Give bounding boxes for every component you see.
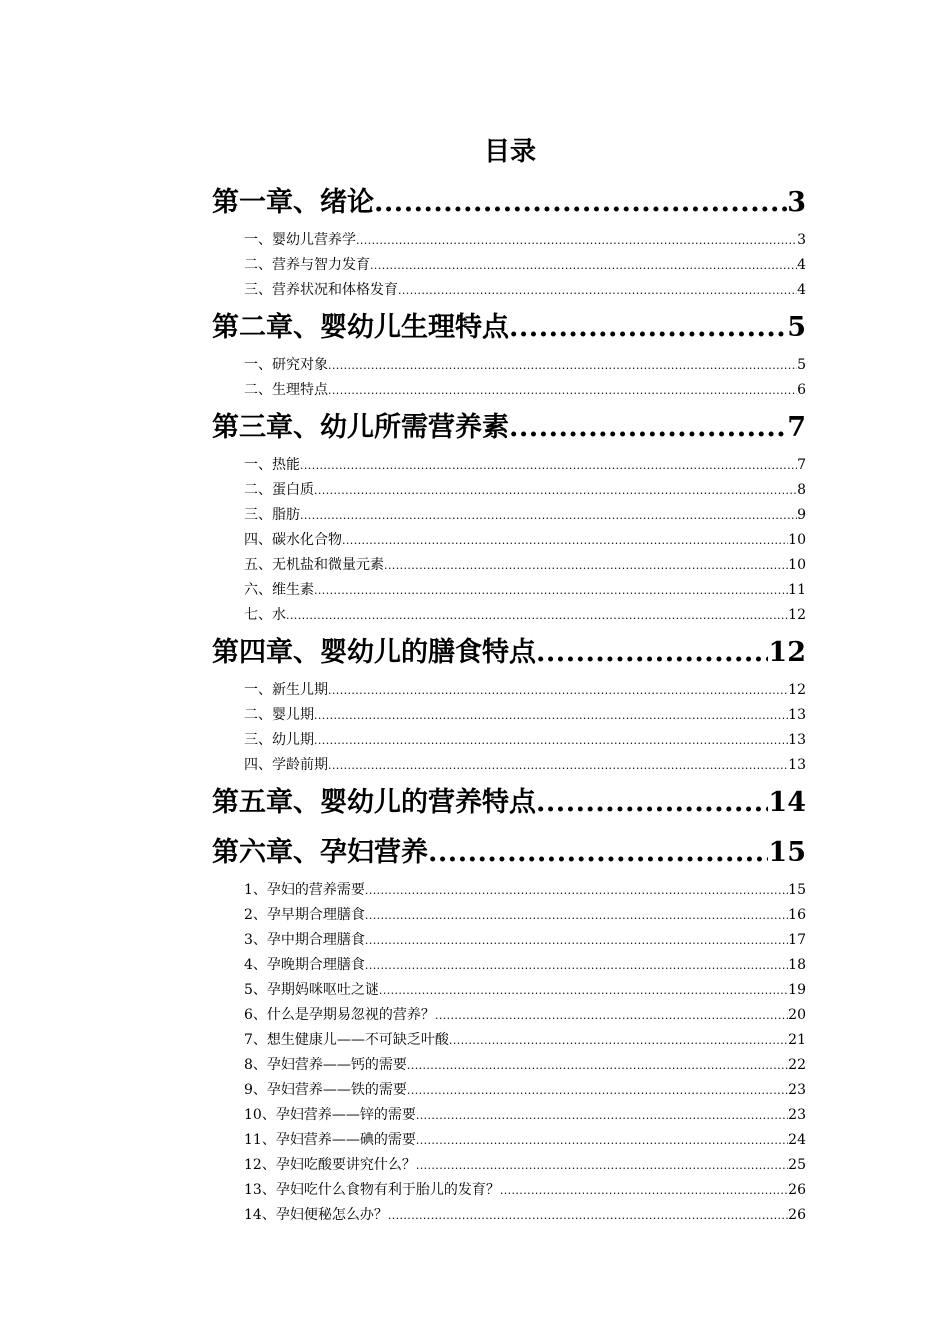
section-title: 1、孕妇的营养需要 (244, 882, 365, 898)
dot-leader (435, 1003, 788, 1028)
section-page-number: 26 (788, 1207, 806, 1223)
section-title: 四、碳水化合物 (244, 532, 342, 548)
dot-leader (314, 728, 788, 753)
section-page-number: 12 (788, 682, 806, 698)
section-title: 三、幼儿期 (244, 732, 314, 748)
chapter-page-number: 5 (787, 312, 806, 343)
section-title: 一、热能 (244, 457, 300, 473)
toc-section-entry[interactable] (212, 678, 806, 703)
section-page-number: 6 (797, 382, 806, 398)
section-page-number: 4 (797, 282, 806, 298)
dot-leader (407, 1078, 788, 1103)
section-page-number: 4 (797, 257, 806, 273)
section-page-number: 26 (788, 1182, 806, 1198)
toc-section-entry[interactable] (212, 253, 806, 278)
dot-leader (328, 678, 788, 703)
toc-section-entry[interactable] (212, 703, 806, 728)
section-title: 六、维生素 (244, 582, 314, 598)
dot-leader (509, 303, 787, 353)
dot-leader (384, 553, 788, 578)
section-title: 二、营养与智力发育 (244, 257, 370, 273)
toc-chapter-entry[interactable] (212, 178, 806, 228)
dot-leader (500, 1178, 788, 1203)
chapter-page-number: 14 (768, 787, 806, 818)
toc-chapter-entry[interactable] (212, 778, 806, 828)
dot-leader (416, 1128, 788, 1153)
section-title: 8、孕妇营养——钙的需要 (244, 1057, 407, 1073)
toc-section-entry[interactable] (212, 603, 806, 628)
section-page-number: 17 (788, 932, 806, 948)
toc-section-entry[interactable] (212, 1053, 806, 1078)
section-page-number: 23 (788, 1107, 806, 1123)
dot-leader (365, 928, 788, 953)
section-title: 13、孕妇吃什么食物有利于胎儿的发育？ (244, 1182, 500, 1198)
dot-leader (314, 478, 797, 503)
chapter-title: 第六章、孕妇营养 (212, 837, 428, 868)
dot-leader (449, 1028, 788, 1053)
dot-leader (356, 228, 797, 253)
dot-leader (365, 953, 788, 978)
section-title: 七、水 (244, 607, 286, 623)
dot-leader (314, 578, 788, 603)
section-page-number: 18 (788, 957, 806, 973)
section-title: 一、新生儿期 (244, 682, 328, 698)
section-title: 2、孕早期合理膳食 (244, 907, 365, 923)
section-page-number: 13 (788, 757, 806, 773)
toc-section-entry[interactable] (212, 878, 806, 903)
toc-section-entry[interactable] (212, 1028, 806, 1053)
toc-section-entry[interactable] (212, 278, 806, 303)
section-page-number: 15 (788, 882, 806, 898)
toc-section-entry[interactable] (212, 353, 806, 378)
toc-chapter-entry[interactable] (212, 828, 806, 878)
section-page-number: 22 (788, 1057, 806, 1073)
toc-section-entry[interactable] (212, 978, 806, 1003)
dot-leader (416, 1103, 788, 1128)
section-title: 三、营养状况和体格发育 (244, 282, 398, 298)
chapter-page-number: 3 (787, 187, 806, 218)
section-page-number: 8 (797, 482, 806, 498)
dot-leader (536, 628, 768, 678)
chapter-page-number: 12 (768, 637, 806, 668)
section-page-number: 21 (788, 1032, 806, 1048)
dot-leader (370, 253, 797, 278)
toc-section-entry[interactable] (212, 553, 806, 578)
section-title: 7、想生健康儿——不可缺乏叶酸 (244, 1032, 449, 1048)
section-page-number: 12 (788, 607, 806, 623)
dot-leader (314, 703, 788, 728)
section-title: 二、蛋白质 (244, 482, 314, 498)
chapter-title: 第四章、婴幼儿的膳食特点 (212, 637, 536, 668)
section-page-number: 23 (788, 1082, 806, 1098)
section-title: 三、脂肪 (244, 507, 300, 523)
toc-section-entry[interactable] (212, 1203, 806, 1228)
section-page-number: 3 (797, 232, 806, 248)
toc-chapter-entry[interactable] (212, 628, 806, 678)
toc-section-entry[interactable] (212, 1078, 806, 1103)
dot-leader (286, 603, 788, 628)
toc-section-entry[interactable] (212, 1003, 806, 1028)
toc-section-entry[interactable] (212, 528, 806, 553)
dot-leader (398, 278, 797, 303)
section-title: 一、婴幼儿营养学 (244, 232, 356, 248)
section-title: 6、什么是孕期易忽视的营养？ (244, 1007, 435, 1023)
dot-leader (388, 1203, 788, 1228)
dot-leader (342, 528, 788, 553)
dot-leader (416, 1153, 788, 1178)
section-title: 五、无机盐和微量元素 (244, 557, 384, 573)
chapter-page-number: 15 (768, 837, 806, 868)
section-page-number: 19 (788, 982, 806, 998)
toc-section-entry[interactable] (212, 953, 806, 978)
chapter-title: 第三章、幼儿所需营养素 (212, 412, 509, 443)
section-title: 9、孕妇营养——铁的需要 (244, 1082, 407, 1098)
section-page-number: 13 (788, 732, 806, 748)
toc-section-entry[interactable] (212, 228, 806, 253)
dot-leader (509, 403, 787, 453)
dot-leader (428, 828, 768, 878)
section-title: 二、生理特点 (244, 382, 328, 398)
chapter-title: 第五章、婴幼儿的营养特点 (212, 787, 536, 818)
toc-section-entry[interactable] (212, 503, 806, 528)
chapter-title: 第二章、婴幼儿生理特点 (212, 312, 509, 343)
dot-leader (365, 878, 788, 903)
dot-leader (328, 353, 797, 378)
dot-leader (328, 378, 797, 403)
dot-leader (379, 978, 788, 1003)
toc-section-entry[interactable] (212, 1153, 806, 1178)
section-title: 四、学龄前期 (244, 757, 328, 773)
dot-leader (300, 453, 797, 478)
section-title: 4、孕晚期合理膳食 (244, 957, 365, 973)
dot-leader (374, 178, 787, 228)
toc-section-entry[interactable] (212, 1128, 806, 1153)
section-title: 11、孕妇营养——碘的需要 (244, 1132, 416, 1148)
dot-leader (300, 503, 797, 528)
toc-section-entry[interactable] (212, 478, 806, 503)
chapter-title: 第一章、绪论 (212, 187, 374, 218)
toc-section-entry[interactable] (212, 453, 806, 478)
section-page-number: 11 (788, 582, 806, 598)
dot-leader (365, 903, 788, 928)
toc-section-entry[interactable] (212, 1178, 806, 1203)
section-page-number: 25 (788, 1157, 806, 1173)
section-title: 12、孕妇吃酸要讲究什么？ (244, 1157, 416, 1173)
section-page-number: 10 (788, 557, 806, 573)
toc-section-entry[interactable] (212, 753, 806, 778)
toc-section-entry[interactable] (212, 728, 806, 753)
dot-leader (536, 778, 768, 828)
table-of-contents (212, 178, 806, 1228)
toc-section-entry[interactable] (212, 928, 806, 953)
section-title: 二、婴儿期 (244, 707, 314, 723)
toc-section-entry[interactable] (212, 1103, 806, 1128)
section-title: 10、孕妇营养——锌的需要 (244, 1107, 416, 1123)
section-page-number: 16 (788, 907, 806, 923)
section-page-number: 20 (788, 1007, 806, 1023)
section-page-number: 10 (788, 532, 806, 548)
chapter-page-number: 7 (787, 412, 806, 443)
section-page-number: 5 (797, 357, 806, 373)
section-title: 3、孕中期合理膳食 (244, 932, 365, 948)
section-page-number: 9 (797, 507, 806, 523)
section-title: 14、孕妇便秘怎么办？ (244, 1207, 388, 1223)
section-page-number: 13 (788, 707, 806, 723)
toc-chapter-entry[interactable] (212, 403, 806, 453)
section-page-number: 24 (788, 1132, 806, 1148)
toc-title: 目录 (483, 137, 536, 167)
dot-leader (407, 1053, 788, 1078)
toc-section-entry[interactable] (212, 378, 806, 403)
section-page-number: 7 (797, 457, 806, 473)
toc-section-entry[interactable] (212, 578, 806, 603)
toc-section-entry[interactable] (212, 903, 806, 928)
dot-leader (328, 753, 788, 778)
section-title: 5、孕期妈咪呕吐之谜 (244, 982, 379, 998)
section-title: 一、研究对象 (244, 357, 328, 373)
toc-chapter-entry[interactable] (212, 303, 806, 353)
